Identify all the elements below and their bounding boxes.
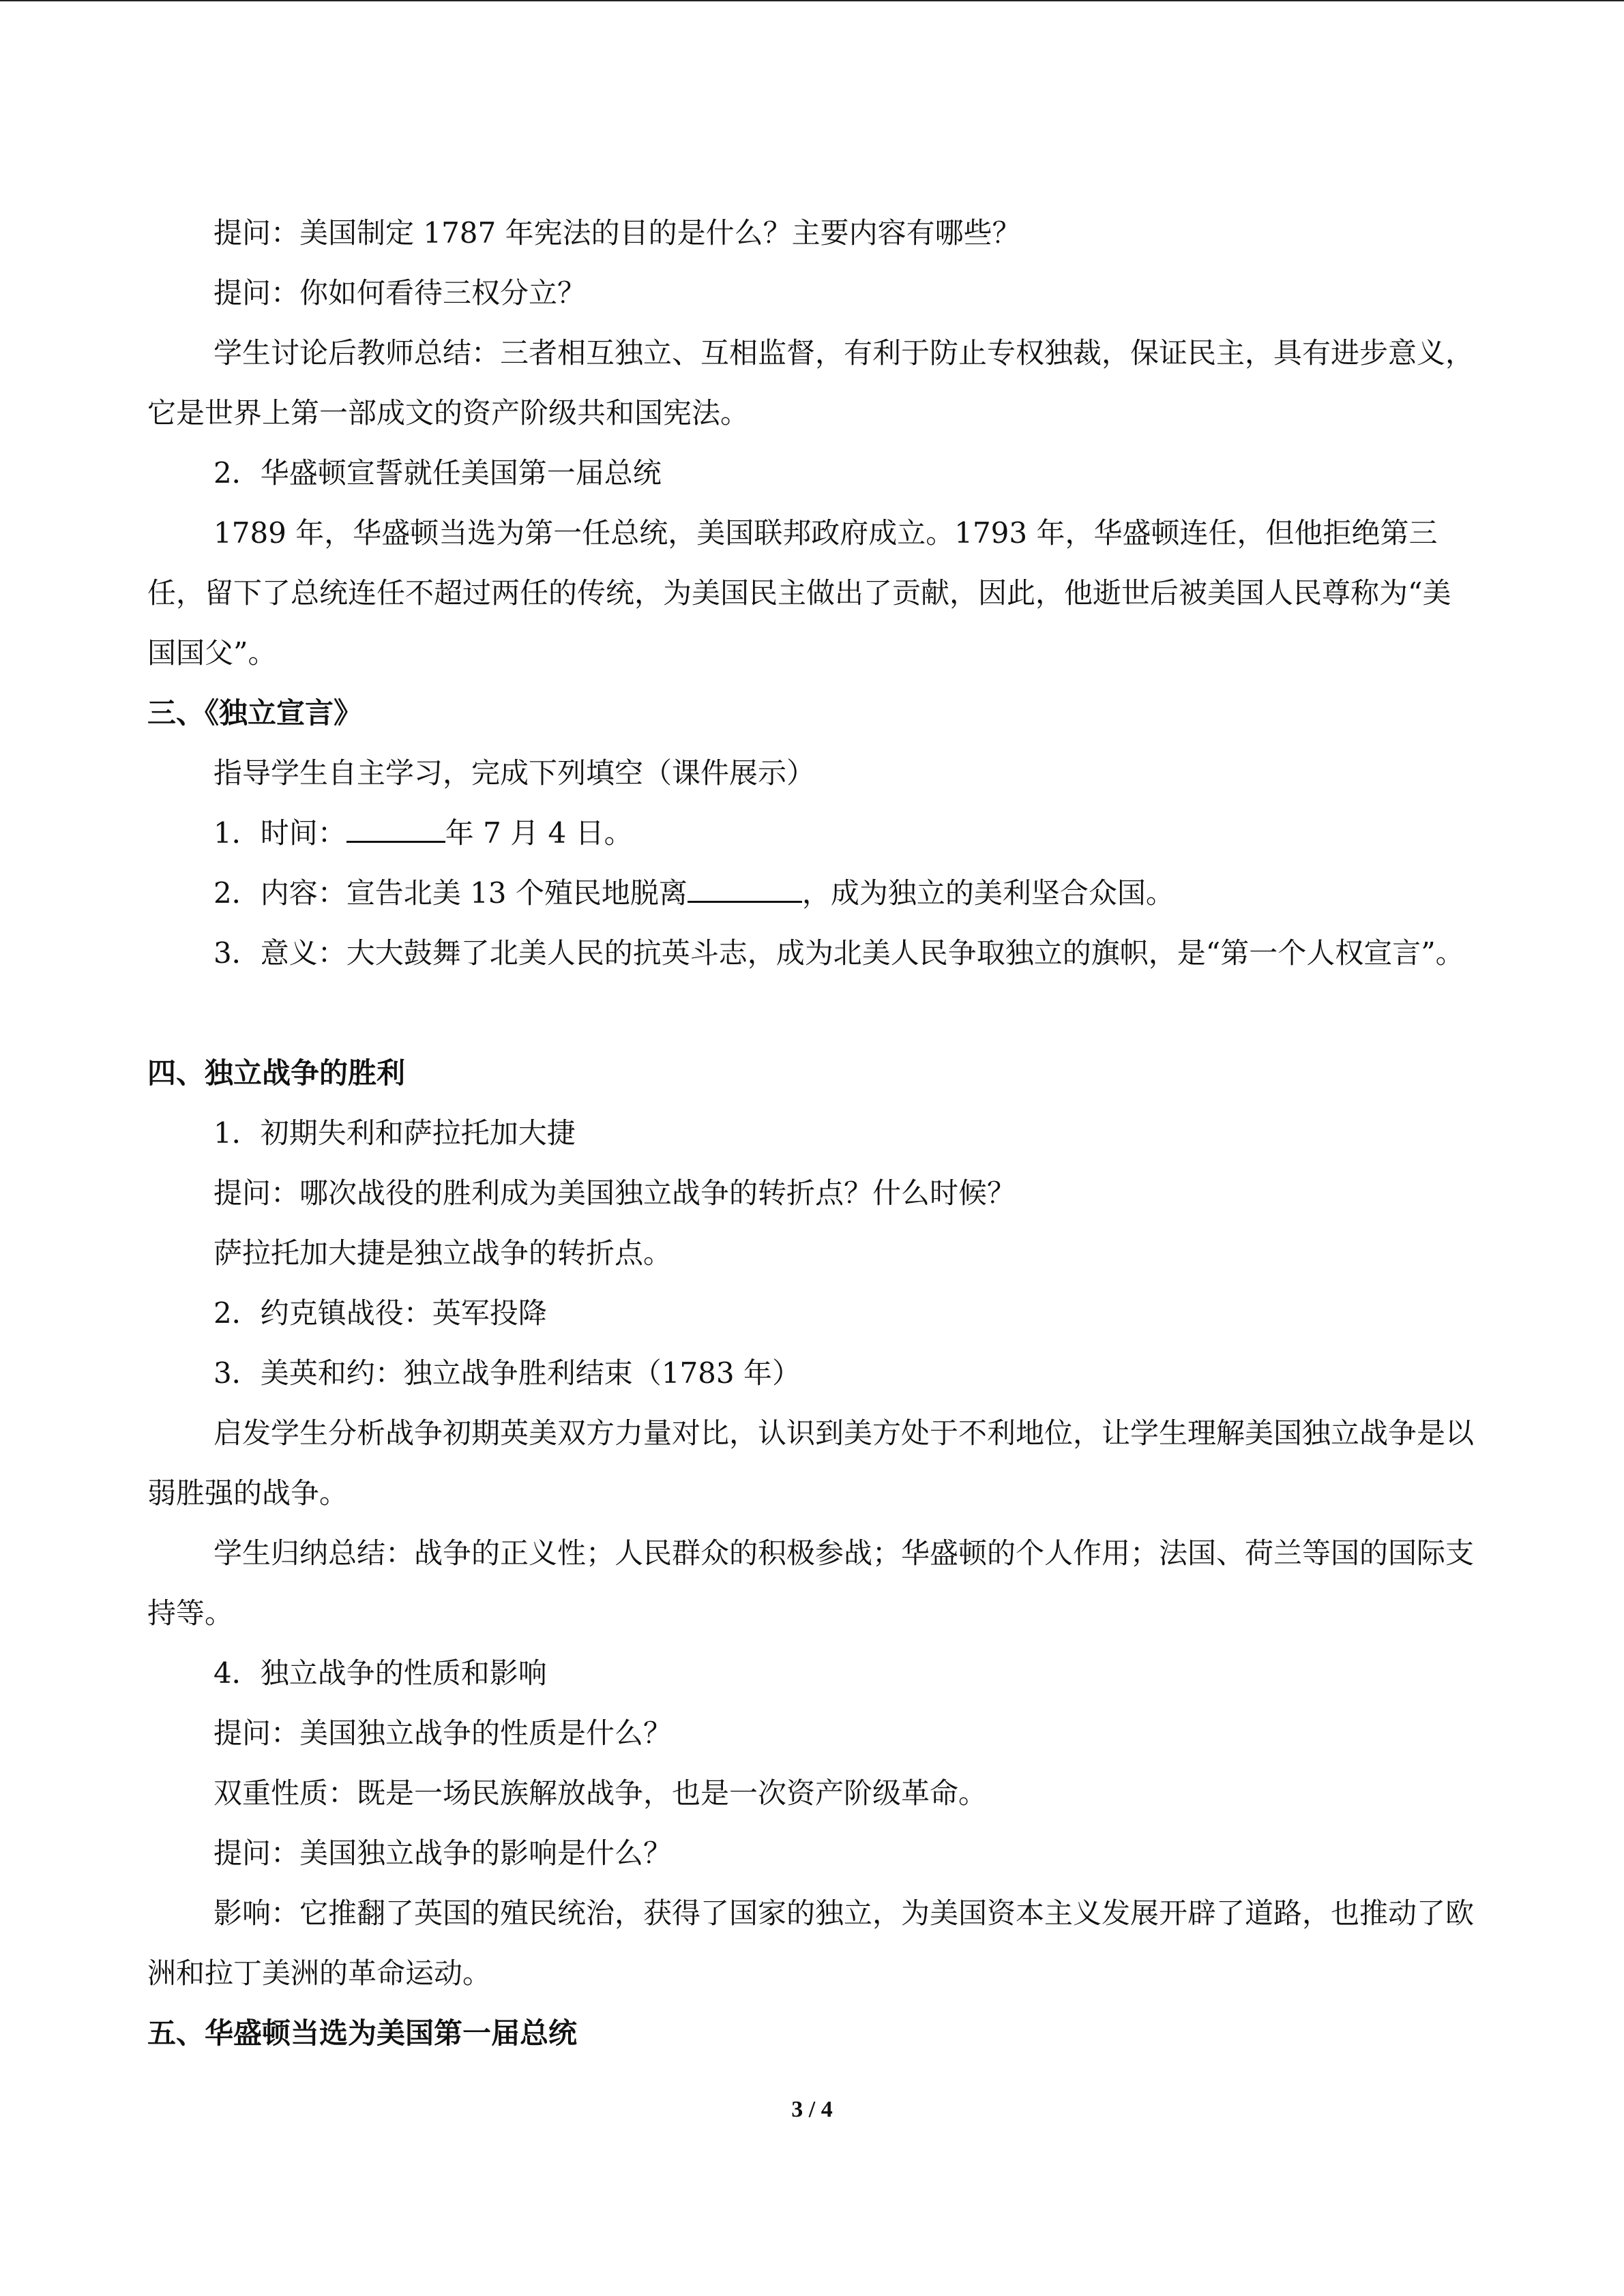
- blank-line: [346, 818, 445, 843]
- declaration-significance: 3．意义：大大鼓舞了北美人民的抗英斗志，成为北美人民争取独立的旗帜，是“第一个人权宣言”。: [213, 936, 1464, 970]
- page-number: 3 / 4: [791, 2097, 833, 2122]
- teacher-summary-constitution: 学生讨论后教师总结：三者相互独立、互相监督，有利于防止专权独裁，保证民主，具有进步意义，它是世界上第一部成文的资产阶级共和国宪法。: [147, 336, 1475, 430]
- blank-line: [688, 878, 802, 903]
- instruction-fill-blanks: 指导学生自主学习，完成下列填空（课件展示）: [213, 756, 816, 790]
- question-impact: 提问：美国独立战争的影响是什么？: [213, 1836, 673, 1870]
- answer-nature: 双重性质：既是一场民族解放战争，也是一次资产阶级革命。: [213, 1776, 988, 1810]
- analysis-paragraph: 启发学生分析战争初期英美双方力量对比，认识到美方处于不利地位，让学生理解美国独立战争是以弱胜强的战争。: [147, 1416, 1475, 1510]
- answer-turning-point: 萨拉托加大捷是独立战争的转折点。: [213, 1236, 673, 1270]
- section-heading-war-victory: 四、独立战争的胜利: [147, 1056, 406, 1090]
- fill-blank-time-label: 1．时间：: [213, 816, 346, 850]
- section-heading-first-president: 五、华盛顿当选为美国第一届总统: [147, 2016, 578, 2050]
- fill-blank-time-suffix: 年 7 月 4 日。: [445, 816, 633, 850]
- student-summary-paragraph: 学生归纳总结：战争的正义性；人民群众的积极参战；华盛顿的个人作用；法国、荷兰等国的国际支持等。: [147, 1536, 1475, 1630]
- question-turning-point: 提问：哪次战役的胜利成为美国独立战争的转折点？什么时候？: [213, 1176, 1016, 1210]
- section-heading-declaration: 三、《独立宣言》: [147, 696, 363, 730]
- subheading-yorktown: 2．约克镇战役：英军投降: [213, 1296, 547, 1330]
- subheading-nature-impact: 4．独立战争的性质和影响: [213, 1656, 547, 1690]
- washington-paragraph: 1789 年，华盛顿当选为第一任总统，美国联邦政府成立。1793 年，华盛顿连任，但他拒绝第三任，留下了总统连任不超过两任的传统，为美国民主做出了贡献，因此，他逝世后被美国人民尊称为“美国国父”。: [147, 516, 1451, 670]
- fill-blank-content-label: 2．内容：宣告北美 13 个殖民地脱离: [213, 876, 688, 910]
- answer-impact: 影响：它推翻了英国的殖民统治，获得了国家的独立，为美国资本主义发展开辟了道路，也推动了欧洲和拉丁美洲的革命运动。: [147, 1896, 1475, 1990]
- subheading-saratoga: 1．初期失利和萨拉托加大捷: [213, 1116, 576, 1150]
- fill-blank-content: [147, 863, 1477, 923]
- subheading-washington-inauguration: 2．华盛顿宣誓就任美国第一届总统: [213, 456, 662, 490]
- question-separation-of-powers: 提问：你如何看待三权分立？: [213, 276, 587, 310]
- top-border-line: [0, 0, 1624, 1]
- fill-blank-time: [147, 803, 1477, 863]
- question-constitution: 提问：美国制定 1787 年宪法的目的是什么？主要内容有哪些？: [213, 216, 1021, 250]
- question-nature: 提问：美国独立战争的性质是什么？: [213, 1716, 673, 1750]
- subheading-peace-treaty: 3．美英和约：独立战争胜利结束（1783 年）: [213, 1356, 801, 1390]
- fill-blank-content-suffix: ，成为独立的美利坚合众国。: [801, 876, 1175, 910]
